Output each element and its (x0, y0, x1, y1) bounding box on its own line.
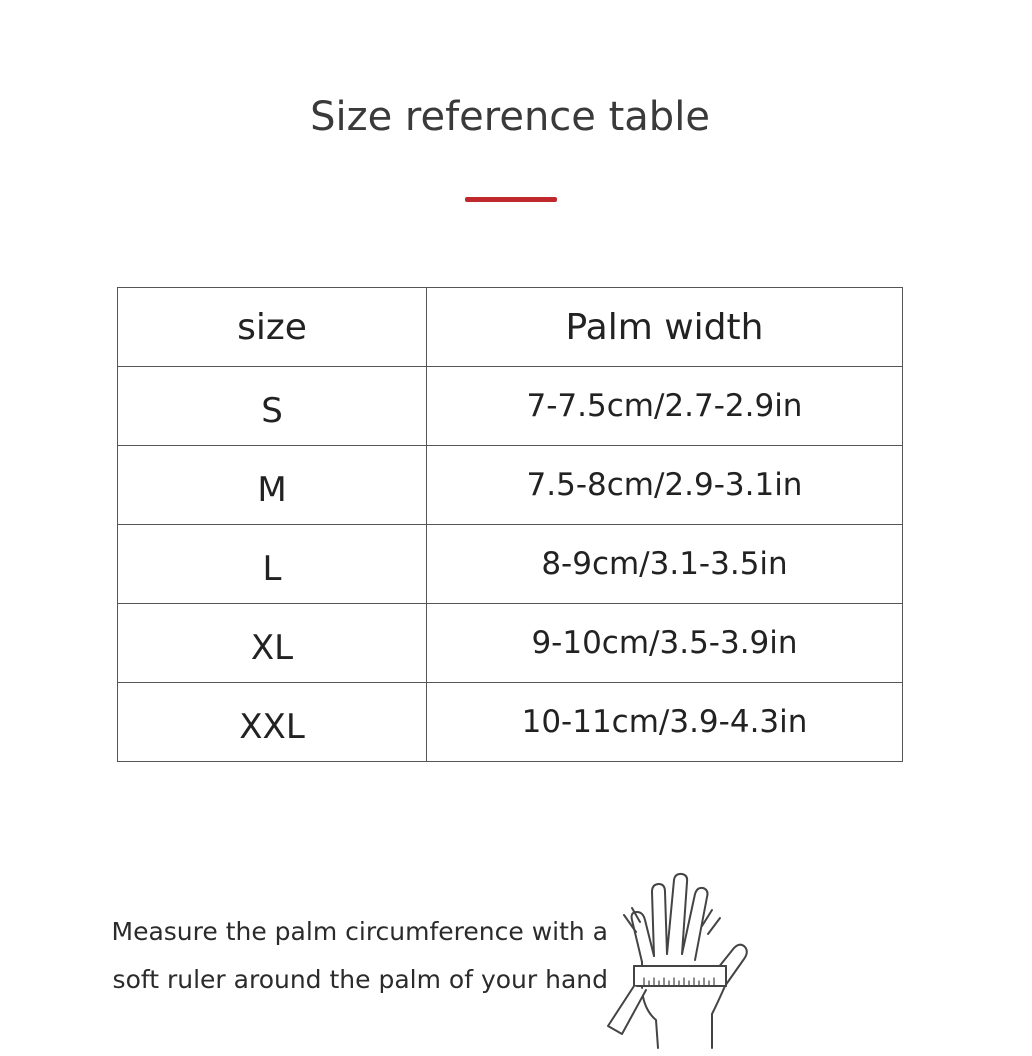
table-row (118, 367, 903, 446)
palm-width-cell: 8-9cm/3.1-3.5in (427, 525, 903, 604)
size-cell: XXL (118, 683, 427, 762)
palm-width-cell: 9-10cm/3.5-3.9in (427, 604, 903, 683)
table-row (118, 683, 903, 762)
size-cell: L (118, 525, 427, 604)
table-header-row (118, 288, 903, 367)
page-title: Size reference table (310, 94, 710, 140)
table-row (118, 446, 903, 525)
header-palm-width: Palm width (427, 288, 903, 367)
size-cell: S (118, 367, 427, 446)
size-cell: XL (118, 604, 427, 683)
palm-width-cell: 7-7.5cm/2.7-2.9in (427, 367, 903, 446)
instruction-line-1: Measure the palm circumference with a (111, 917, 608, 946)
size-cell: M (118, 446, 427, 525)
instruction-line-2: soft ruler around the palm of your hand (112, 965, 608, 994)
table-row (118, 525, 903, 604)
title-accent-divider (465, 197, 557, 202)
palm-width-cell: 10-11cm/3.9-4.3in (427, 683, 903, 762)
size-reference-table (117, 287, 903, 762)
measurement-instruction (88, 908, 608, 1004)
hand-with-measuring-tape-icon (594, 870, 764, 1050)
header-size: size (118, 288, 427, 367)
table-row (118, 604, 903, 683)
palm-width-cell: 7.5-8cm/2.9-3.1in (427, 446, 903, 525)
